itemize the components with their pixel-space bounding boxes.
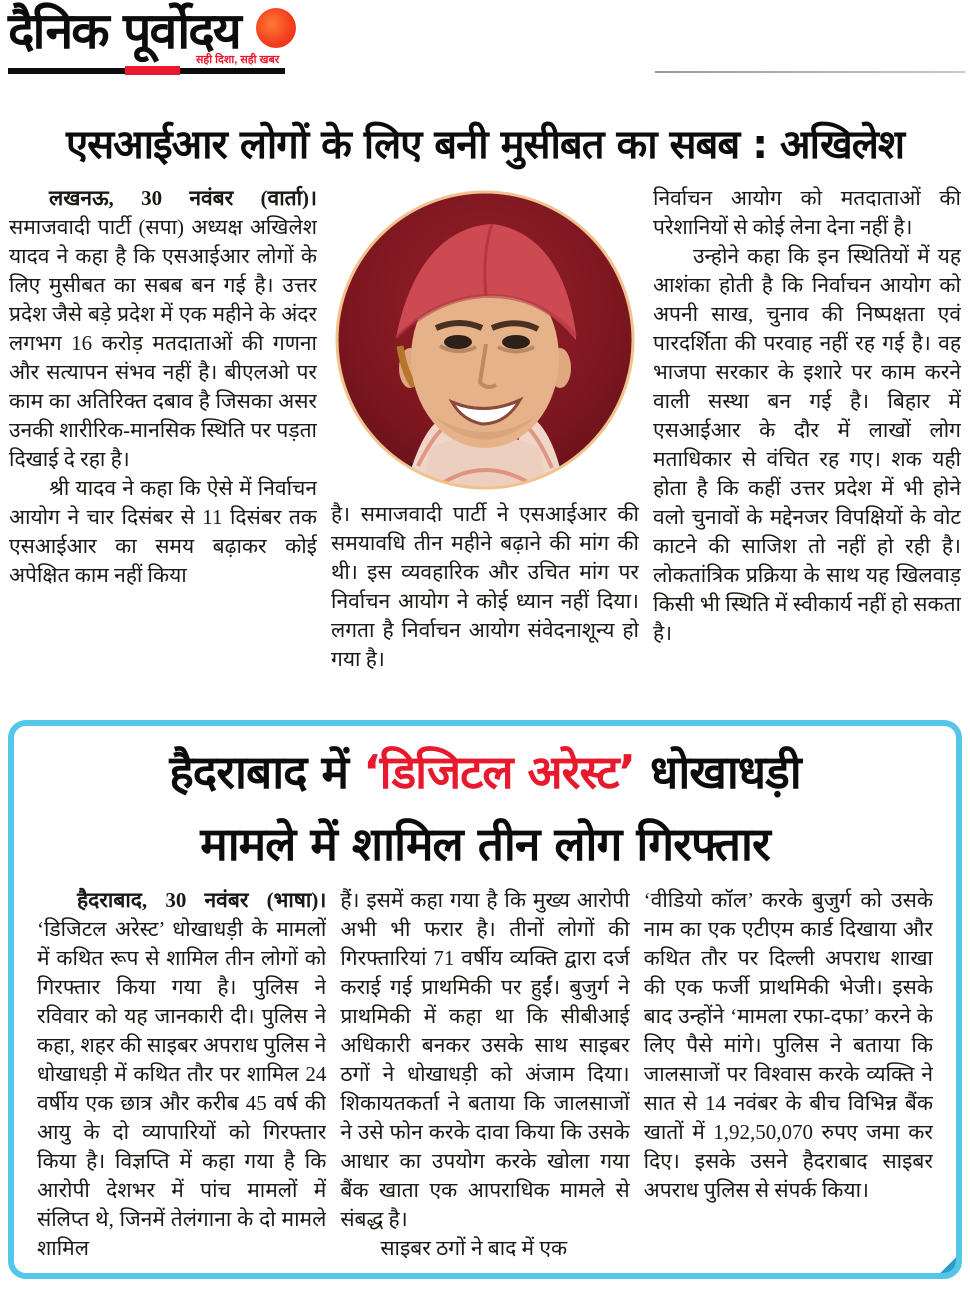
- article-digital-arrest: [8, 720, 962, 1279]
- article-paragraph: [37, 886, 326, 1263]
- article-paragraph: है। समाजवादी पार्टी ने एसआईआर की समयावधि तीन महीने बढ़ाने की मांग की थी। इस व्यवहारिक और उचित मांग पर निर्वाचन आयोग ने कोई ध्यान नहीं दिया। लगता है निर्वाचन आयोग संवेदनाशून्य हो गया है।: [331, 502, 639, 671]
- headline-line-2: मामले में शामिल तीन लोग गिरफ्तार: [200, 817, 770, 871]
- article-digital-arrest-headline: [28, 736, 942, 880]
- article-sir-columns: [0, 184, 970, 704]
- digital-arrest-column-3: [644, 886, 933, 1279]
- article-paragraph: साइबर ठगों ने बाद में एक: [380, 1236, 568, 1260]
- masthead-red-badge: [125, 66, 180, 75]
- dateline: लखनऊ, 30 नवंबर (वार्ता)।: [49, 186, 317, 210]
- box-corner-accent: [936, 1253, 958, 1275]
- article-sir-column-1: [9, 184, 317, 704]
- paragraph-text: समाजवादी पार्टी (सपा) अध्यक्ष अखिलेश यादव ने कहा है कि एसआईआर लोगों के लिए मुसीबत का सबब बन गई है। उत्तर प्रदेश जैसे बड़े प्रदेश में एक महीने के अंदर लगभग 16 करोड़ मतदाताओं की गणना और सत्यापन संभव नहीं है। बीएलओ पर काम का अतिरिक्त दबाव है जिसका असर उनकी शारीरिक-मानसिक स्थिति पर पड़ता दिखाई दे रहा है।: [9, 215, 317, 471]
- portrait-photo-graphic: [334, 186, 636, 494]
- article-paragraph: उन्होने कहा कि इन स्थितियों में यह आशंका होती है कि निर्वाचन आयोग को अपनी साख, चुनाव की निष्पक्षता एवं पारदर्शिता की परवाह नहीं रह गई है। वह भाजपा सरकार के इशारे पर काम करने वाली सस्था बन गई है। बिहार में एसआईआर के दौर में लाखों लोग मताधिकार से वंचित रह गए। शक यही होता है कि कहीं उत्तर प्रदेश में भी होने वलो चुनावों के मद्देनजर विपक्षियों के वोट काटने की साजिश तो नहीं हो रही है। लोकतांत्रिक प्रक्रिया के साथ यह खिलवाड़ किसी भी स्थिति में स्वीकार्य नहीं हो सकता है।: [653, 244, 961, 645]
- headline-line-1: [28, 736, 942, 808]
- article-paragraph: श्री यादव ने कहा कि ऐसे में निर्वाचन आयोग ने चार दिसंबर से 11 दिसंबर तक एसआईआर का समय बढ़ाकर कोई अपेक्षित काम नहीं किया: [9, 476, 317, 587]
- headline-text: धोखाधड़ी: [635, 745, 801, 799]
- article-sir-column-3: [653, 184, 961, 704]
- article-digital-arrest-columns: [28, 886, 942, 1279]
- masthead-rule: [8, 68, 285, 74]
- top-right-rule: [655, 71, 965, 73]
- article-paragraph: निर्वाचन आयोग को मतदाताओं की परेशानियों से कोई लेना देना नहीं है।: [653, 186, 961, 239]
- article-sir: [0, 108, 970, 704]
- headline-text: हैदराबाद में: [169, 745, 364, 799]
- article-sir-column-2: [331, 184, 639, 704]
- digital-arrest-column-2: [340, 886, 629, 1279]
- article-paragraph: हैं। इसमें कहा गया है कि मुख्य आरोपी अभी भी फरार है। तीनों लोगों की गिरफ्तारियां 71 वर्षीय व्यक्ति द्वारा दर्ज कराई गई प्राथमिकी पर हुईं। बुजुर्ग ने प्राथमिकी में कहा था कि सीबीआई अधिकारी बनकर उसके साथ साइबर ठगों ने धोखाधड़ी को अंजाम दिया। शिकायतकर्ता ने बताया कि जालसाजों ने उसे फोन करके दावा किया कि उसके आधार का उपयोग करके खोला गया बैंक खाता एक आपराधिक मामले से संबद्ध है।: [340, 888, 630, 1231]
- dateline: हैदराबाद, 30 नवंबर (भाषा)।: [77, 888, 327, 912]
- masthead-tagline: सही दिशा, सही खबर: [196, 54, 280, 66]
- headline-highlight: ‘डिजिटल अरेस्ट’: [363, 745, 636, 799]
- newspaper-title: दैनिक पूर्वोदय: [8, 2, 240, 60]
- article-paragraph: ‘वीडियो कॉल’ करके बुजुर्ग को उसके नाम का एक एटीएम कार्ड दिखाया और कथित तौर पर दिल्ली अपराध शाखा की एक फर्जी प्राथमिकी भेजी। इसके बाद उन्होंने ‘मामला रफा-दफा’ करने के लिए पैसे मांगे। पुलिस ने बताया कि जालसाजों पर विश्वास करके व्यक्ति ने सात से 14 नवंबर के बीच विभिन्न बैंक खातों में 1,92,50,070 रुपए जमा कर दिए। इसके उसने हैदराबाद साइबर अपराध पुलिस से संपर्क किया।: [643, 888, 933, 1202]
- article-sir-headline: एसआईआर लोगों के लिए बनी मुसीबत का सबब : अखिलेश: [65, 122, 905, 168]
- paragraph-text: ‘डिजिटल अरेस्ट’ धोखाधड़ी के मामलों में कथित रूप से शामिल तीन लोगों को गिरफ्तार किया गया है। पुलिस ने रविवार को यह जानकारी दी। पुलिस ने कहा, शहर की साइबर अपराध पुलिस ने धोखाधड़ी में कथित तौर पर शामिल 24 वर्षीय एक छात्र और करीब 45 वर्ष की आयु के दो व्यापारियों को गिरफ्तार किया है। विज्ञप्ति में कहा गया है कि आरोपी देशभर में पांच मामलों में संलिप्त थे, जिनमें तेलंगाना के दो मामले शामिल: [37, 917, 327, 1260]
- article-paragraph: [9, 184, 317, 474]
- digital-arrest-column-1: [37, 886, 326, 1279]
- masthead: [0, 0, 970, 100]
- akhilesh-yadav-photo: [334, 186, 636, 496]
